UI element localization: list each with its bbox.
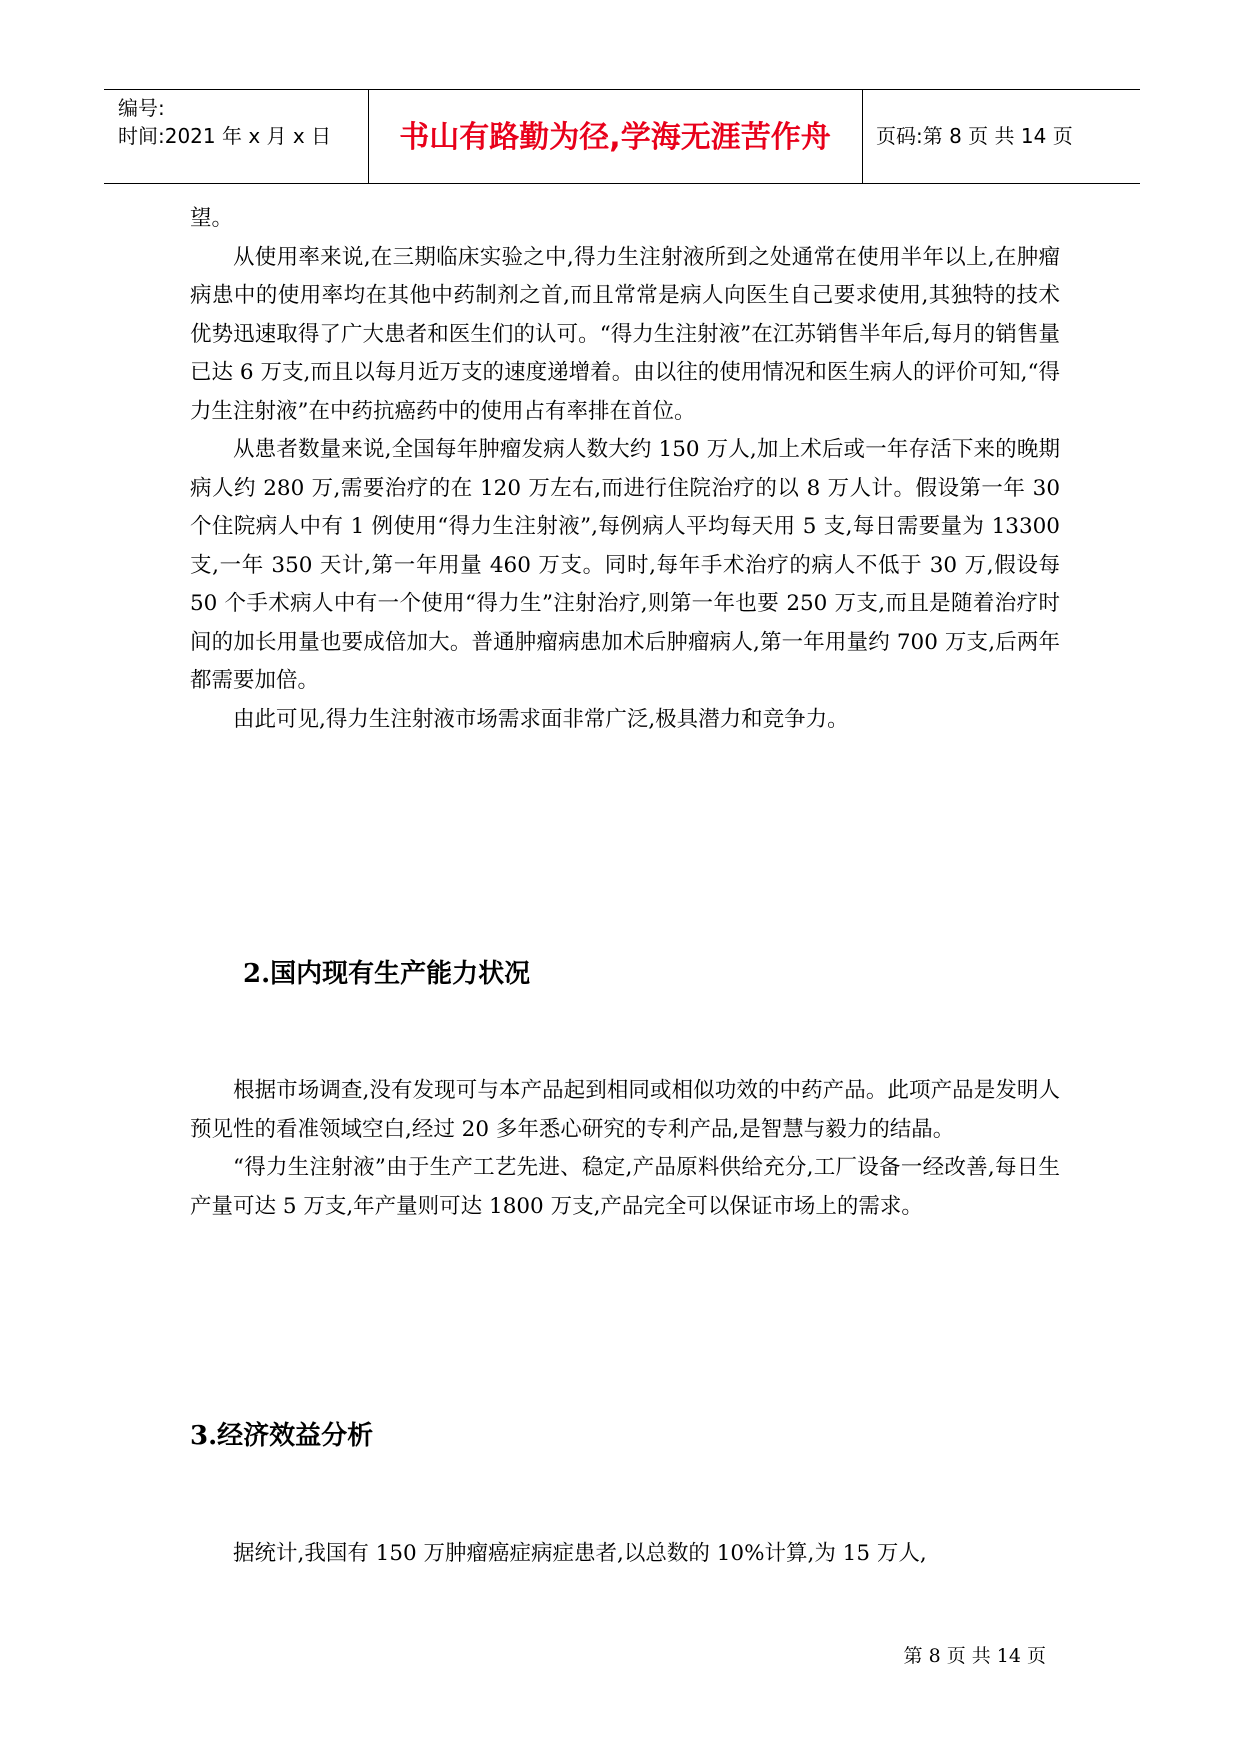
motto: 书山有路勤为径,学海无涯苦作舟 [399, 120, 831, 155]
section-3-heading: 3.经济效益分析 [190, 1421, 374, 1451]
paragraph: 根据市场调查,没有发现可与本产品起到相同或相似功效的中药产品。此项产品是发明人预见性的看准领域空白,经过 20 多年悉心研究的专利产品,是智慧与毅力的结晶。 [190, 1078, 1060, 1142]
page-header [104, 89, 1140, 184]
paragraph: 由此可见,得力生注射液市场需求面非常广泛,极具潜力和竞争力。 [233, 706, 849, 732]
serial-label: 编号: [118, 96, 165, 120]
header-motto-cell [368, 90, 863, 183]
section-2-heading: 2.国内现有生产能力状况 [243, 959, 531, 989]
page-code: 页码:第 8 页 共 14 页 [876, 124, 1073, 148]
header-meta-cell [104, 90, 369, 183]
paragraph: 从使用率来说,在三期临床实验之中,得力生注射液所到之处通常在使用半年以上,在肿瘤病患中的使用率均在其他中药制剂之首,而且常常是病人向医生自己要求使用,其独特的技术优势迅速取得了广大患者和医生们的认可。“得力生注射液”在江苏销售半年后,每月的销售量已达 6 万支,而且以每月近万支的速度递增着。由以往的使用情况和医生病人的评价可知,“得力生注射液”在中药抗癌药中的使用占有率排在首位。 [190, 244, 1060, 424]
paragraph: 望。 [190, 206, 234, 231]
paragraph: 从患者数量来说,全国每年肿瘤发病人数大约 150 万人,加上术后或一年存活下来的晚期病人约 280 万,需要治疗的在 120 万左右,而进行住院治疗的以 8 万人计。假设第一年 30 个住院病人中有 1 例使用“得力生注射液”,每例病人平均每天用 5 支,每日需要量为 13300 支,一年 350 天计,第一年用量 460 万支。同时,每年手术治疗的病人不低于 30 万,假设每 50 个手术病人中有一个使用“得力生”注射治疗,则第一年也要 250 万支,而且是随着治疗时间的加长用量也要成倍加大。普通肿瘤病患加术后肿瘤病人,第一年用量约 700 万支,后两年都需要加倍。 [190, 437, 1060, 693]
section-3-body [190, 1535, 1070, 1574]
body-text [190, 200, 1060, 739]
time-label: 时间:2021 年 x 月 x 日 [118, 124, 332, 148]
paragraph: 据统计,我国有 150 万肿瘤癌症病症患者,以总数的 10%计算,为 15 万人, [233, 1541, 927, 1566]
page-footer: 第 8 页 共 14 页 [903, 1645, 1046, 1667]
section-2-body [190, 1072, 1060, 1226]
header-page-cell [862, 90, 1140, 183]
paragraph: “得力生注射液”由于生产工艺先进、稳定,产品原料供给充分,工厂设备一经改善,每日生产量可达 5 万支,年产量则可达 1800 万支,产品完全可以保证市场上的需求。 [190, 1155, 1060, 1219]
